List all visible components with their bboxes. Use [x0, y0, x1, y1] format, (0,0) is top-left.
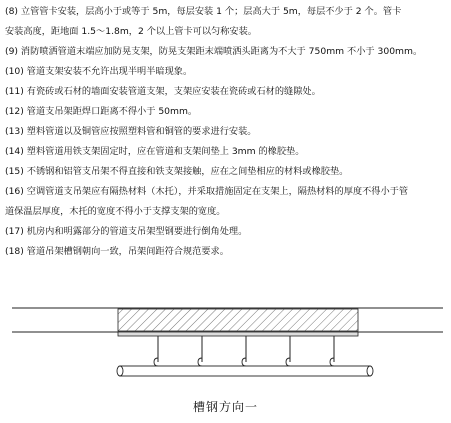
- para-8-line1: (8) 立管管卡安装，层高小于或等于 5m，每层安装 1 个；层高大于 5m，每层不少于 2 个。管卡: [5, 6, 402, 17]
- hanger-rod: [242, 336, 246, 366]
- ceiling-slab: [12, 308, 443, 332]
- para-10: (10) 管道支架安装不允许出现半明半暗现象。: [5, 66, 193, 77]
- para-9: (9) 消防喷洒管道末端应加防晃支架，防晃支架距末端喷洒头距离为不大于 750mm 不小于 300mm。: [5, 46, 423, 57]
- hanger-rod: [154, 336, 158, 366]
- para-15: (15) 不锈钢和铝管支吊架不得直接和铁支架接触，应在之间垫相应的材料或橡胶垫。: [5, 166, 349, 177]
- hanger-rod: [198, 336, 202, 366]
- para-13: (13) 塑料管道以及铜管应按照塑料管和铜管的要求进行安装。: [5, 126, 257, 137]
- pipe: [117, 366, 373, 376]
- para-17: (17) 机房内和明露部分的管道支吊架型钢要进行倒角处理。: [5, 226, 248, 237]
- hanger-diagram: [0, 296, 451, 396]
- hanger-rod: [286, 336, 290, 366]
- channel-steel: [118, 332, 358, 336]
- para-11: (11) 有瓷砖或石材的墙面安装管道支架，支架应安装在瓷砖或石材的缝隙处。: [5, 86, 321, 97]
- para-16-line1: (16) 空调管道支吊架应有隔热材料（木托），并采取措施固定在支架上，隔热材料的厚度不得小于管: [5, 186, 409, 197]
- para-12: (12) 管道支吊架距焊口距离不得小于 50mm。: [5, 106, 198, 117]
- para-18: (18) 管道吊架槽钢朝向一致，吊架间距符合规范要求。: [5, 246, 229, 257]
- hanger-rod: [330, 336, 334, 366]
- para-8-line2: 安装高度，距地面 1.5～1.8m，2 个以上管卡可以匀称安装。: [5, 26, 257, 37]
- spec-text: [5, 2, 445, 262]
- para-14: (14) 塑料管道用铁支架固定时，应在管道和支架间垫上 3mm 的橡胶垫。: [5, 146, 305, 157]
- hangers: [154, 336, 334, 366]
- diagram-caption: 槽钢方向一: [192, 400, 258, 414]
- para-16-line2: 道保温层厚度，木托的宽度不得小于支撑支架的宽度。: [5, 206, 226, 217]
